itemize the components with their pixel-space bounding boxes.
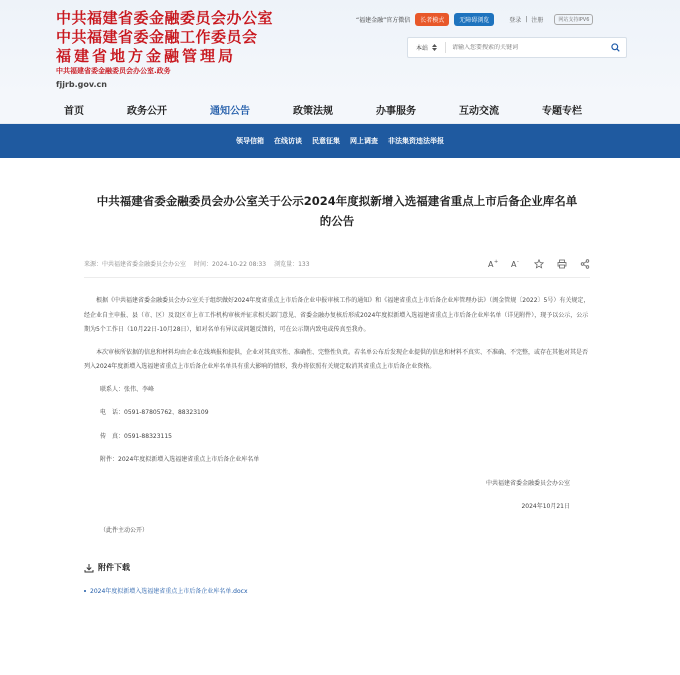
- search-bar: [407, 37, 627, 58]
- search-scope-label: 本站: [416, 45, 429, 52]
- svg-text:A: A: [510, 260, 516, 268]
- download-icon: [84, 563, 94, 573]
- attachment-file-link[interactable]: 2024年度拟新增入选福建省重点上市后备企业库名单.docx: [90, 588, 248, 595]
- search-input[interactable]: [446, 44, 604, 51]
- logo-domain: fjjrb.gov.cn: [56, 80, 107, 89]
- attachments-title: 附件下载: [98, 563, 130, 572]
- chevron-updown-icon: [432, 44, 437, 51]
- article-views: 浏览量：133: [274, 261, 310, 268]
- register-link[interactable]: 注册: [531, 17, 544, 24]
- sub-nav: [0, 124, 680, 158]
- print-icon[interactable]: [556, 258, 567, 269]
- search-scope-select[interactable]: [408, 42, 446, 53]
- public-note: （此件主动公开）: [100, 526, 149, 534]
- subnav-illegal-fundraising-report[interactable]: 非法集资违法举报: [388, 137, 444, 145]
- separator: |: [525, 16, 528, 23]
- attachment-line: 附件：2024年度拟新增入选福建省重点上市后备企业库名单: [100, 456, 260, 463]
- svg-text:-: -: [516, 259, 519, 265]
- contact-phone: 电 话：0591-87805762、88323109: [100, 409, 209, 416]
- accessibility-button[interactable]: 无障碍浏览: [454, 13, 494, 26]
- contact-person: 联系人：张伟、李峰: [100, 385, 155, 393]
- favorite-star-icon[interactable]: [533, 258, 544, 269]
- nav-services[interactable]: 办事服务: [376, 106, 416, 117]
- subnav-online-survey[interactable]: 网上调查: [350, 137, 378, 145]
- nav-policies[interactable]: 政策法规: [293, 106, 333, 117]
- article-paragraph-2: 本次审核所依据的信息和材料均由企业在线填报和提供，企业对其真实性、准确性、完整性负责。若名单公布后发现企业提供的信息和材料不真实、不准确、不完整，或存在其他对其是否列入2024年度新增入选福建省重点上市后备企业库名单具有重大影响的情形，我办将依照有关规定取消其省重点上市后备企业资格。: [84, 348, 589, 370]
- logo-subtitle: 中共福建省委金融委员会办公室.政务: [56, 67, 171, 75]
- nav-special-topics[interactable]: 专题专栏: [542, 106, 582, 117]
- signature: 中共福建省委金融委员会办公室: [485, 479, 570, 487]
- login-link[interactable]: 登录: [509, 17, 522, 24]
- nav-government-affairs[interactable]: 政务公开: [127, 106, 167, 117]
- attachment-item: [84, 586, 590, 595]
- elder-mode-button[interactable]: 长者模式: [415, 13, 449, 26]
- search-button[interactable]: [604, 38, 626, 57]
- nav-home[interactable]: 首页: [64, 106, 84, 117]
- logo-title-line1[interactable]: 中共福建省委金融委员会办公室: [56, 9, 274, 27]
- nav-interaction[interactable]: 互动交流: [459, 106, 499, 117]
- wechat-link[interactable]: “福建金融”官方微信: [356, 17, 411, 24]
- article-time: 时间：2024-10-22 08:33: [194, 261, 267, 268]
- ipv6-badge: 网站支持IPV6: [554, 14, 593, 25]
- contact-fax: 传 真：0591-88323115: [100, 432, 172, 440]
- svg-text:A: A: [487, 260, 493, 268]
- top-links: [356, 13, 593, 26]
- subnav-leader-mailbox[interactable]: 领导信箱: [236, 137, 264, 145]
- logo-title-line3[interactable]: 福建省地方金融管理局: [56, 47, 237, 65]
- bullet-icon: [84, 590, 86, 592]
- subnav-opinion-collection[interactable]: 民意征集: [312, 137, 340, 145]
- subnav-online-interview[interactable]: 在线访谈: [274, 137, 302, 145]
- nav-notices[interactable]: 通知公告: [210, 106, 250, 117]
- main-nav: [0, 96, 680, 124]
- article-paragraph-1: 根据《中共福建省委金融委员会办公室关于组织做好2024年度省重点上市后备企业申报审核工作的通知》和《福建省重点上市后备企业库管理办法》（闽金管规〔2022〕5号）有关规定，经企业自主申报、县（市、区）及设区市上市工作机构审核并征求相关部门意见、省委金融办复核后形成2024年度拟新增入选福建省重点上市后备企业库名单（详见附件），现予以公示，公示期为5个工作日（10月22日-10月28日），如对名单有异议或问题反馈的，可在公示期内致电或传真至我办。: [84, 297, 590, 333]
- font-decrease-icon[interactable]: [510, 258, 521, 269]
- signature-date: 2024年10月21日: [521, 503, 570, 510]
- share-icon[interactable]: [579, 258, 590, 269]
- attachments-header: [84, 562, 590, 573]
- font-increase-icon[interactable]: [487, 258, 498, 269]
- article-tools: [487, 258, 590, 269]
- article-source: 来源：中共福建省委金融委员会办公室: [84, 261, 187, 268]
- article-container: [0, 191, 680, 595]
- account-links: [509, 15, 543, 24]
- logo-title-line2[interactable]: 中共福建省委金融工作委员会: [56, 28, 258, 46]
- article-meta: [84, 258, 590, 278]
- article-meta-info: [84, 259, 310, 268]
- article-title: 中共福建省委金融委员会办公室关于公示2024年度拟新增入选福建省重点上市后备企业库名单的公告: [96, 194, 578, 228]
- site-header: [0, 0, 680, 96]
- svg-text:+: +: [493, 259, 498, 265]
- search-icon: [611, 43, 620, 52]
- article-body: [84, 294, 590, 538]
